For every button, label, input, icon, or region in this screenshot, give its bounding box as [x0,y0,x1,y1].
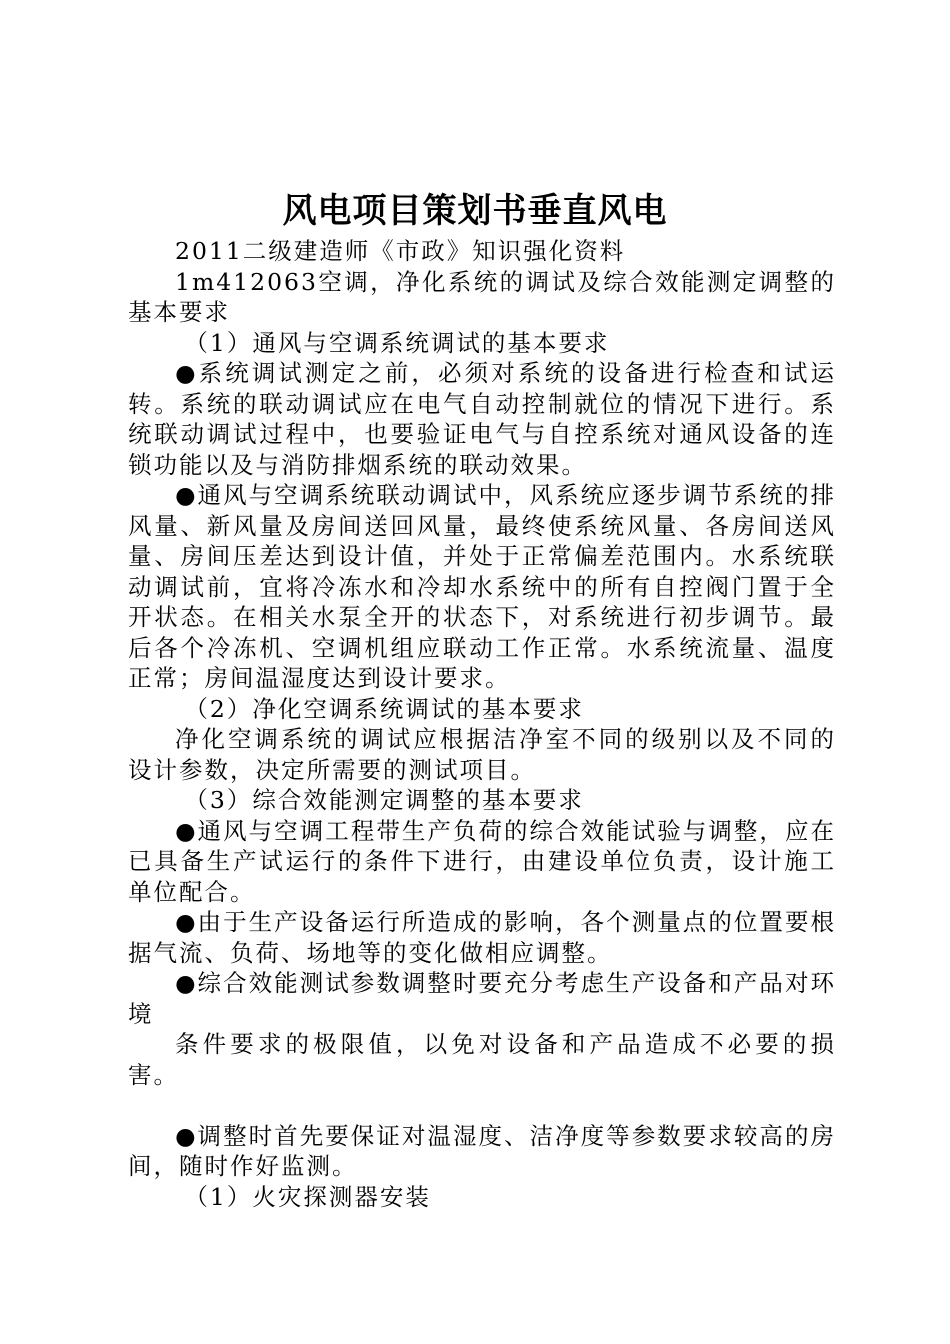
paragraph-7: ●由于生产设备运行所造成的影响，各个测量点的位置要根据气流、负荷、场地等的变化做相应调整。 [128,908,836,967]
paragraph-8: ●综合效能测试参数调整时要充分考虑生产设备和产品对环境 [128,969,836,1028]
document-body [128,236,836,1212]
paragraph-6: ●通风与空调工程带生产负荷的综合效能试验与调整，应在已具备生产试运行的条件下进行，由建设单位负责，设计施工单位配合。 [128,816,836,906]
paragraph-1: 2011二级建造师《市政》知识强化资料 [175,237,626,265]
document-title: 风电项目策划书垂直风电 [282,191,668,231]
paragraph-10: ●调整时首先要保证对温湿度、洁净度等参数要求较高的房间，随时作好监测。 [128,1121,836,1180]
blank-line [128,1090,836,1121]
section-heading-3: （3）综合效能测定调整的基本要求 [184,786,584,814]
paragraph-5: 净化空调系统的调试应根据洁净室不同的级别以及不同的设计参数，决定所需要的测试项目。 [128,725,836,784]
section-heading-1: （1）通风与空调系统调试的基本要求 [184,328,610,357]
paragraph-4: ●通风与空调系统联动调试中，风系统应逐步调节系统的排风量、新风量及房间送回风量，最终使系统风量、各房间送风量、房间压差达到设计值，并处于正常偏差范围内。水系统联动调试前，宜将冷冻水和冷却水系统中的所有自控阀门置于全开状态。在相关水泵全开的状态下，对系统进行初步调节。最后各个冷冻机、空调机组应联动工作正常。水系统流量、温度正常；房间温湿度达到设计要求。 [128,481,836,692]
paragraph-9: 条件要求的极限值，以免对设备和产品造成不必要的损害。 [128,1030,836,1089]
section-heading-2: （2）净化空调系统调试的基本要求 [184,694,584,723]
paragraph-2: 1m412063空调，净化系统的调试及综合效能测定调整的基本要求 [128,267,836,326]
paragraph-3: ●系统调试测定之前，必须对系统的设备进行检查和试运转。系统的联动调试应在电气自动控制就位的情况下进行。系统联动调试过程中，也要验证电气与自控系统对通风设备的连锁功能以及与消防排烟系统的联动效果。 [128,359,836,479]
section-heading-4: （1）火灾探测器安装 [184,1182,431,1211]
